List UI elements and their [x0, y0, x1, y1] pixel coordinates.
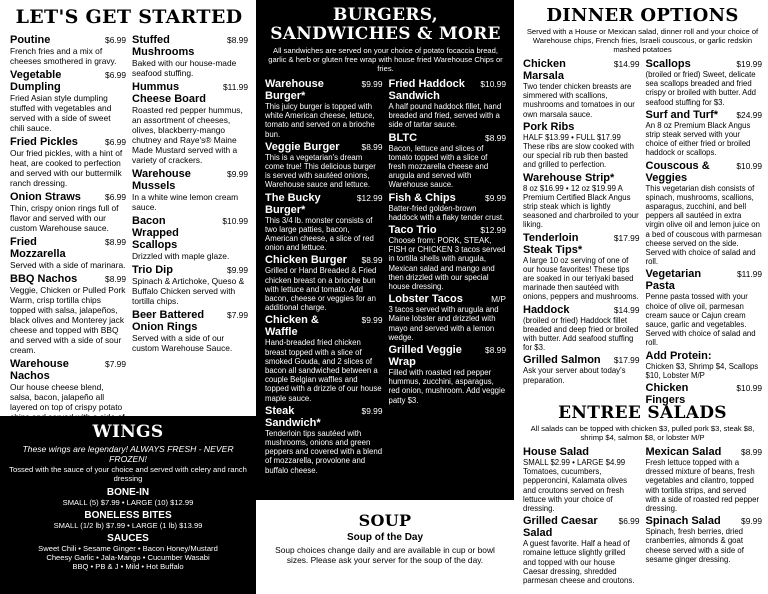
menu-item-name: Chicken & Waffle	[265, 314, 319, 339]
menu-item-desc: This juicy burger is topped with white American cheese, lettuce, tomato and served on a brioche bun.	[265, 102, 375, 139]
starters-right	[132, 34, 248, 435]
wings-note: Tossed with the sauce of your choice and served with celery and ranch dressing	[9, 465, 247, 483]
menu-item-desc: Batter-fried golden-brown haddock with a flaky tender crust.	[388, 203, 505, 222]
menu-item-desc: French fries and a mix of cheeses smothered in gravy.	[10, 46, 117, 66]
dinner-column	[514, 0, 768, 594]
dinner-left	[523, 58, 640, 408]
menu-item-name: Trio Dip	[132, 264, 173, 276]
menu-item-price: $10.99	[480, 79, 506, 89]
menu-item-desc: 3 tacos served with arugula and Maine lobster and drizzled with mayo and served with a lemon wedge.	[388, 305, 499, 342]
menu-item	[10, 191, 126, 233]
menu-item	[132, 309, 248, 353]
menu-item-desc: Baked with our house-made seafood stuffing.	[132, 58, 237, 78]
menu-item-name: Chicken Burger	[265, 254, 347, 267]
burgers-intro: All sandwiches are served on your choice of potato focaccia bread, garlic & herb or gluten free wrap with house fried Warehouse Chips or fries.	[268, 46, 503, 73]
menu-item	[132, 81, 248, 165]
menu-item	[523, 172, 640, 230]
sauces-title: SAUCES	[107, 533, 149, 544]
menu-item-price: $11.99	[223, 82, 248, 92]
menu-item	[389, 293, 507, 342]
menu-item-desc: Spinach & Artichoke, Queso & Buffalo Chicken served with tortilla chips.	[132, 276, 245, 306]
menu-item-price: $7.99	[227, 310, 248, 320]
menu-item-desc: (broiled or fried) Haddock fillet breaded and deep fried or broiled with butter. Add seafood stuffing for $3.	[523, 315, 639, 353]
soup-subtitle: Soup of the Day	[346, 532, 424, 543]
wings-tagline: These wings are legendary! ALWAYS FRESH - NEVER FROZEN!	[22, 444, 234, 464]
menu-item-price: $9.99	[227, 169, 248, 179]
menu-item	[265, 254, 383, 312]
menu-item	[132, 168, 248, 212]
menu-item-desc: In a white wine lemon cream sauce.	[132, 192, 239, 212]
menu-item-name: Hummus Cheese Board	[132, 81, 206, 105]
menu-item-desc: Bacon, lettuce and slices of tomato topped with a slice of fresh mozzarella cheese and arugula and served with Warehouse sauce.	[388, 143, 489, 190]
bone-in-prices: SMALL (5) $7.99 • LARGE (10) $12.99	[62, 498, 194, 507]
menu-item-desc: A large 10 oz serving of one of our house favorites! These tips are soaked in our teriyaki based marinade then sautéed with onions, peppers and mushrooms.	[523, 255, 639, 302]
menu-item-name: Spinach Salad	[645, 515, 721, 528]
menu-item-name: Add Protein:	[645, 349, 712, 362]
menu-item-name: Fried Mozzarella	[10, 236, 66, 260]
menu-item-name: Surf and Turf*	[645, 108, 719, 121]
menu-item	[265, 78, 383, 139]
menu-item-name: Chicken Fingers	[645, 382, 689, 407]
menu-item	[389, 132, 507, 190]
menu-item-desc: Our fried pickles, with a hint of heat, are cooked to perfection and served with our buttermilk ranch dressing.	[10, 148, 123, 188]
menu-item	[523, 515, 640, 585]
menu-item	[132, 264, 248, 306]
menu-item-name: The Bucky Burger*	[265, 191, 321, 216]
menu-item-name: BLTC	[388, 131, 418, 144]
sauces-line-2: Cheesy Garlic • Jala-Mango • Cucumber Wasabi	[46, 553, 210, 562]
menu-item-price: $17.99	[613, 232, 640, 243]
menu-item-desc: Two tender chicken breasts are simmered with scallions, mushrooms and tomatoes in our own marsala sauce.	[523, 82, 635, 119]
menu-item-desc: Choose from: PORK, STEAK, FISH or CHICKEN 3 tacos served in tortilla shells with arugula, Mexican salad and mango and then drizzled with our special house dressing.	[388, 236, 506, 292]
menu-item-desc: Fried Asian style dumpling stuffed with vegetables and served with a side of sweet chili sauce.	[10, 93, 112, 133]
menu-item-price: $19.99	[736, 59, 762, 69]
menu-item-price: $9.99	[227, 265, 248, 275]
menu-item-name: Lobster Tacos	[388, 293, 463, 306]
menu-item	[10, 136, 126, 188]
menu-item-price: $17.99	[613, 355, 640, 366]
menu-item-name: Grilled Caesar Salad	[523, 515, 598, 540]
menu-item-desc: This 3/4 lb. monster consists of two large patties, bacon, American cheese, a slice of red onion and lettuce.	[265, 215, 374, 253]
menu-item	[523, 304, 640, 353]
menu-item	[389, 344, 507, 405]
menu-item-desc: This vegetarian dish consists of spinach, mushrooms, scallions, asparagus, zucchini, and bell peppers all sautéed in extra virgin olive oil and lemon juice on a bed of couscous with parmesan cheese served on the side. Served with choice of salad and roll.	[645, 183, 762, 267]
menu-item-desc: Grilled or Hand Breaded & Fried chicken breast on a brioche bun with lettuce and tomato. Add bacon, cheese or veggies for an additional charge.	[265, 266, 377, 313]
menu-item-name: Fish & Chips	[388, 191, 456, 204]
menu-item-price: $9.99	[741, 516, 762, 527]
menu-item	[10, 69, 126, 133]
menu-item	[646, 446, 763, 513]
menu-item-desc: Spinach, fresh berries, dried cranberries, almonds & goat cheese served with a side of sesame ginger dressing.	[645, 527, 744, 564]
menu-item-price: $24.99	[736, 109, 762, 120]
menu-item-price: $6.99	[105, 192, 126, 202]
menu-item	[132, 215, 248, 261]
menu-item-desc: SMALL $2.99 • LARGE $4.99 Tomatoes, cucumbers, pepperoncini, Kalamata olives and croutons served on fresh lettuce with your choice of dressing.	[523, 458, 628, 514]
menu-item	[10, 273, 126, 355]
menu-item-price: $8.99	[105, 237, 126, 247]
menu-item-name: Bacon Wrapped Scallops	[132, 215, 179, 251]
menu-item-desc: Tenderloin tips sautéed with mushrooms, onions and green peppers and covered with a blend of mozzarella, provolone and buffalo cheese.	[265, 428, 383, 475]
menu-item-name: Onion Straws	[10, 191, 81, 203]
boneless-title: BONELESS BITES	[84, 510, 172, 521]
menu-item-name: Couscous & Veggies	[645, 159, 710, 184]
dinner-right	[646, 58, 763, 408]
menu-item-name: Warehouse Strip*	[523, 171, 615, 184]
menu-item-price: $8.99	[361, 255, 383, 266]
menu-item-desc: Ask your server about today's preparation.	[523, 366, 626, 385]
menu-item-desc: This is a vegetarian's dream come true! This delicious burger is served with sautéed onions, Warehouse sauce and lettuce.	[265, 152, 376, 190]
menu-item	[646, 515, 763, 564]
menu-item	[523, 354, 640, 384]
bone-in-title: BONE-IN	[106, 487, 150, 498]
soup-title: SOUP	[358, 511, 412, 530]
menu-item-name: Grilled Salmon	[523, 354, 601, 367]
burgers-left	[265, 78, 383, 477]
menu-item-name: Fried Pickles	[10, 136, 78, 148]
menu-item-desc: HALF $13.99 • FULL $17.99 These ribs are slow cooked with our special rib rub then basted and grilled to perfection.	[523, 132, 634, 170]
menu-item-desc: Drizzled with maple glaze.	[132, 251, 230, 261]
menu-item-desc: Penne pasta tossed with your choice of olive oil, parmesan cream sauce or Cajun cream sauce, garlic and vegetables. Served with choice of salad and roll.	[645, 292, 756, 348]
menu-item-name: Beer Battered Onion Rings	[132, 309, 205, 333]
menu-item	[523, 58, 640, 119]
menu-item	[523, 121, 640, 170]
menu-item-name: Pork Ribs	[523, 120, 575, 133]
menu-item-desc: Served with a side of marinara.	[10, 260, 126, 270]
wings-title: WINGS	[92, 422, 164, 442]
menu-item	[265, 192, 383, 253]
wings-section	[0, 416, 256, 594]
menu-item-desc: Filled with roasted red pepper hummus, zucchini, asparagus, red onion, mushroom. Add veggie patty $3.	[388, 368, 506, 405]
menu-item	[523, 446, 640, 513]
menu-item	[646, 58, 763, 107]
menu-item	[523, 232, 640, 302]
menu-item-desc: A half pound haddock fillet, hand breaded and fried, served with a side of tartar sauce.	[388, 102, 502, 130]
soup-section	[256, 500, 514, 594]
menu-item-name: Mexican Salad	[645, 446, 722, 458]
menu-item-name: Warehouse Nachos	[10, 358, 69, 382]
salads-right	[646, 446, 763, 587]
menu-item-desc: Fresh lettuce topped with a dressed mixture of beans, fresh vegetables and cilantro, topped with tortilla strips, and served with a side of roasted red pepper dressing.	[645, 458, 760, 514]
menu-item-desc: Served with a side of our custom Warehouse Sauce.	[132, 333, 233, 353]
menu-item-desc: Chicken $3, Shrimp $4, Scallops $10, Lobster M/P	[645, 361, 759, 380]
menu-item	[265, 314, 383, 402]
menu-item-name: Taco Trio	[388, 224, 437, 237]
menu-item-name: Vegetarian Pasta	[645, 268, 702, 293]
burgers-right	[389, 78, 507, 477]
menu-item-price: M/P	[491, 294, 506, 305]
menu-item-price: $10.99	[736, 383, 762, 394]
menu-item-desc: An 8 oz Premium Black Angus strip steak served with your choice of either fried or broiled haddock or scallops.	[645, 120, 751, 158]
menu-item-price: $6.99	[105, 35, 126, 45]
starters-title: LET'S GET STARTED	[15, 6, 243, 28]
menu-item-name: Poutine	[10, 34, 51, 46]
menu-item	[265, 141, 383, 190]
menu-item-price: $9.99	[361, 315, 383, 326]
menu-item	[265, 405, 383, 475]
menu-item-name: Warehouse Burger*	[265, 78, 324, 102]
menu-item-name: House Salad	[523, 446, 590, 458]
menu-item-price: $6.99	[105, 137, 126, 147]
dinner-intro: Served with a House or Mexican salad, dinner roll and your choice of Warehouse chips, French fries, Israeli couscous, or garlic redskin mashed potatoes	[526, 27, 759, 54]
menu-item	[10, 34, 126, 66]
menu-item-price: $8.99	[105, 274, 126, 284]
menu-item	[646, 268, 763, 347]
menu-item-price: $14.99	[613, 304, 640, 315]
burgers-column	[256, 0, 514, 500]
menu-item-price: $6.99	[618, 516, 640, 527]
menu-item-price: $12.99	[480, 225, 506, 236]
menu-item-desc: Our house cheese blend, salsa, bacon, jalapeño all layered on top of crispy potato	[10, 382, 123, 412]
starters-left	[10, 34, 126, 435]
menu-item-name: Veggie Burger	[265, 140, 340, 153]
menu-item-desc: 8 oz $16.99 • 12 oz $19.99 A Premium Certified Black Angus strip steak which is lightly seasoned and charbroiled to your liking.	[523, 183, 639, 230]
menu-item-name: Grilled Veggie Wrap	[388, 344, 462, 369]
menu-item	[646, 109, 763, 158]
menu-item-price: $6.99	[105, 70, 126, 80]
menu-item-name: Haddock	[523, 303, 570, 316]
menu-item-name: Vegetable Dumpling	[10, 69, 62, 93]
soup-desc: Soup choices change daily and are available in cup or bowl sizes. Please ask your server for the soup of the day.	[275, 545, 495, 565]
burgers-title-1: BURGERS,	[333, 5, 438, 25]
menu-item-desc: Hand-breaded fried chicken breast topped with a slice of smoked Gouda, and 2 slices of bacon all sandwiched between a couple Belgian waffles and topped with a drizzle of our house maple sauce.	[265, 338, 382, 403]
menu-item-desc: (broiled or fried) Sweet, delicate sea scallops breaded and fried crispy or broiled with butter. Add seafood stuffing for $3.	[645, 70, 757, 107]
menu-item	[646, 160, 763, 267]
menu-item-name: Steak Sandwich*	[265, 404, 321, 429]
menu-item-price: $9.99	[485, 192, 506, 203]
menu-item-desc: Veggie, Chicken or Pulled Pork Warm, crisp tortilla chips topped with salsa, jalapeños, black olives and Monterey jack cheese and topped with BBQ and served with a side of sour cream.	[10, 285, 126, 355]
menu-item-price: $8.99	[227, 35, 248, 45]
menu-item	[10, 236, 126, 270]
menu-item-desc: A guest favorite. Half a head of romaine lettuce slightly grilled and topped with our house Caesar dressing, shredded parmesan cheese and croutons.	[523, 539, 635, 586]
menu-item	[389, 224, 507, 291]
menu-item-name: Warehouse Mussels	[132, 168, 191, 192]
menu-item-name: Fried Haddock Sandwich	[388, 78, 465, 102]
menu-item-price: $14.99	[613, 59, 640, 69]
menu-item-price: $10.99	[736, 160, 762, 171]
salads-left	[523, 446, 640, 587]
salads-title: ENTREE SALADS	[558, 403, 727, 423]
menu-item-price: $8.99	[485, 132, 506, 143]
menu-item	[389, 78, 507, 130]
menu-item	[389, 192, 507, 222]
menu-item-name: Tenderloin Steak Tips*	[523, 231, 583, 256]
menu-item	[132, 34, 248, 78]
dinner-title: DINNER OPTIONS	[546, 5, 739, 26]
menu-item-name: Chicken Marsala	[523, 58, 566, 82]
menu-item-desc: Thin, crispy onion rings full of flavor and served with our custom Warehouse sauce.	[10, 203, 119, 233]
menu-item-price: $12.99	[356, 192, 383, 203]
menu-item	[646, 350, 763, 380]
menu-item-price: $8.99	[361, 141, 383, 152]
sauces-line-1: Sweet Chili • Sesame Ginger • Bacon Honey/Mustard	[38, 544, 218, 553]
menu-item-price: $10.99	[222, 216, 248, 226]
burgers-title-2: SANDWICHES & MORE	[270, 24, 501, 44]
menu-item-price: $8.99	[485, 345, 506, 356]
menu-item-price: $11.99	[737, 269, 762, 280]
sauces-line-3: BBQ • PB & J • Mild • Hot Buffalo	[72, 562, 184, 571]
menu-item-name: BBQ Nachos	[10, 273, 78, 285]
menu-item-name: Stuffed Mushrooms	[132, 34, 195, 58]
menu-item-price: $8.99	[741, 447, 762, 457]
salads-intro: All salads can be topped with chicken $3, pulled pork $3, steak $8, shrimp $4, salmon $8, or lobster M/P	[530, 424, 755, 442]
menu-item-name: Scallops	[645, 58, 691, 70]
menu-item-desc: Roasted red pepper hummus, an assortment of cheeses, olives, blackberry-mango chutney and Raye's® Maine Made Mustard served with a variety of crackers.	[132, 105, 243, 165]
menu-item-price: $7.99	[105, 359, 126, 369]
menu-item-price: $9.99	[361, 405, 383, 416]
boneless-prices: SMALL (1/2 lb) $7.99 • LARGE (1 lb) $13.99	[53, 521, 203, 530]
menu-item-price: $9.99	[361, 79, 383, 89]
